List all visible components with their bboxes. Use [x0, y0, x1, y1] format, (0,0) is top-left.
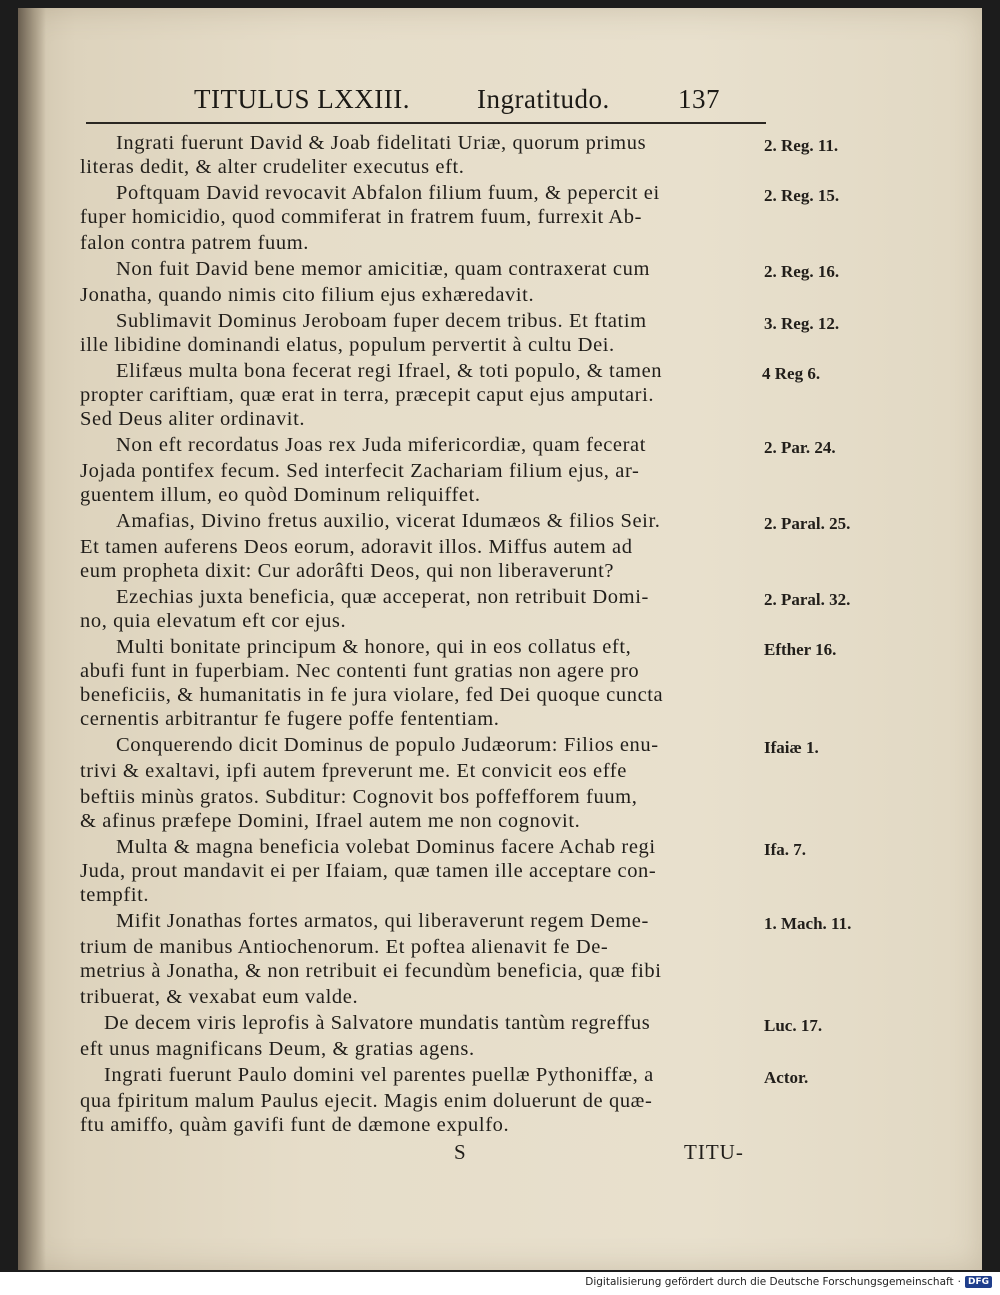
text-line: literas dedit, & alter crudeliter executus eft. — [80, 156, 465, 178]
text-line: beftiis minùs gratos. Subditur: Cognovit bos poffefforem fuum, — [80, 786, 638, 808]
text-line: Sublimavit Dominus Jeroboam fuper decem tribus. Et ftatim — [116, 310, 647, 332]
text-line: eum propheta dixit: Cur adorâfti Deos, qui non liberaverunt? — [80, 560, 615, 582]
text-line: & afinus præfepe Domini, Ifrael autem me non cognovit. — [80, 810, 581, 832]
digitization-footer — [585, 1276, 992, 1288]
margin-ref: Actor. — [764, 1068, 809, 1087]
text-line: propter cariftiam, quæ erat in terra, præcepit caput ejus amputari. — [80, 384, 655, 406]
footer-separator: · — [957, 1276, 961, 1288]
header-rule — [86, 122, 766, 124]
text-line: Elifæus multa bona fecerat regi Ifrael, & toti populo, & tamen — [116, 360, 663, 382]
text-line: De decem viris leprofis à Salvatore mundatis tantùm regreffus — [104, 1012, 651, 1034]
text-line: abufi funt in fuperbiam. Nec contenti funt gratias non agere pro — [80, 660, 640, 682]
text-line: Conquerendo dicit Dominus de populo Judæorum: Filios enu- — [116, 734, 659, 756]
text-line: Multa & magna beneficia volebat Dominus facere Achab regi — [116, 836, 656, 858]
margin-ref: 2. Reg. 16. — [764, 262, 840, 281]
text-line: cernentis arbitrantur fe fugere poffe fententiam. — [80, 708, 500, 730]
text-line: tempfit. — [80, 884, 150, 906]
text-line: eft unus magnificans Deum, & gratias agens. — [80, 1038, 475, 1060]
text-line: qua fpiritum malum Paulus ejecit. Magis enim doluerunt de quæ- — [80, 1090, 653, 1112]
header-subtitle: Ingratitudo. — [477, 84, 610, 114]
text-line: Ezechias juxta beneficia, quæ acceperat, non retribuit Domi- — [116, 586, 649, 608]
text-line: Juda, prout mandavit ei per Ifaiam, quæ tamen ille acceptare con- — [80, 860, 657, 882]
text-line: Non eft recordatus Joas rex Juda mifericordiæ, quam fecerat — [116, 434, 647, 456]
margin-ref: 3. Reg. 12. — [764, 314, 840, 333]
text-line: Mifit Jonathas fortes armatos, qui liberaverunt regem Deme- — [116, 910, 649, 932]
header-title: TITULUS LXXIII. — [194, 84, 410, 114]
text-line: ille libidine dominandi elatus, populum pervertit à cultu Dei. — [80, 334, 615, 356]
margin-ref: Ifaiæ 1. — [764, 738, 819, 757]
signature-mark: S — [454, 1140, 466, 1164]
text-line: Sed Deus aliter ordinavit. — [80, 408, 306, 430]
page-number: 137 — [678, 84, 720, 114]
text-line: Multi bonitate principum & honore, qui in eos collatus eft, — [116, 636, 632, 658]
text-line: guentem illum, eo quòd Dominum reliquiffet. — [80, 484, 481, 506]
text-line: tribuerat, & vexabat eum valde. — [80, 986, 359, 1008]
page-spine-shadow — [18, 8, 46, 1270]
text-line: beneficiis, & humanitatis in fe jura violare, fed Dei quoque cuncta — [80, 684, 664, 706]
text-line: trivi & exaltavi, ipfi autem fpreverunt me. Et convicit eos effe — [80, 760, 627, 782]
margin-ref: 2. Reg. 11. — [764, 136, 839, 155]
margin-ref: 2. Par. 24. — [764, 438, 836, 457]
text-line: falon contra patrem fuum. — [80, 232, 310, 254]
text-line: Poftquam David revocavit Abfalon filium fuum, & pepercit ei — [116, 182, 660, 204]
text-line: metrius à Jonatha, & non retribuit ei fecundùm beneficia, quæ fibi — [80, 960, 662, 982]
text-line: Ingrati fuerunt David & Joab fidelitati Uriæ, quorum primus — [116, 132, 647, 154]
text-line: Ingrati fuerunt Paulo domini vel parentes puellæ Pythoniffæ, a — [104, 1064, 654, 1086]
text-line: no, quia elevatum eft cor ejus. — [80, 610, 347, 632]
catchword: TITU- — [684, 1140, 744, 1164]
text-line: Et tamen auferens Deos eorum, adoravit illos. Miffus autem ad — [80, 536, 633, 558]
dfg-logo-icon: DFG — [965, 1276, 992, 1288]
running-header — [194, 84, 754, 126]
margin-ref: Ifa. 7. — [764, 840, 807, 859]
text-line: Jonatha, quando nimis cito filium ejus exhæredavit. — [80, 284, 535, 306]
margin-ref: Efther 16. — [764, 640, 837, 659]
margin-ref: Luc. 17. — [764, 1016, 823, 1035]
margin-ref: 2. Paral. 32. — [764, 590, 851, 609]
text-line: trium de manibus Antiochenorum. Et poftea alienavit fe De- — [80, 936, 609, 958]
text-line: ftu amiffo, quàm gavifi funt de dæmone expulfo. — [80, 1114, 510, 1136]
text-line: Jojada pontifex fecum. Sed interfecit Zachariam filium ejus, ar- — [80, 460, 640, 482]
text-line: Amafias, Divino fretus auxilio, vicerat Idumæos & filios Seir. — [116, 510, 661, 532]
text-line: fuper homicidio, quod commiferat in fratrem fuum, furrexit Ab- — [80, 206, 643, 228]
text-line: Non fuit David bene memor amicitiæ, quam contraxerat cum — [116, 258, 650, 280]
margin-ref: 1. Mach. 11. — [764, 914, 852, 933]
footer-text: Digitalisierung gefördert durch die Deutsche Forschungsgemeinschaft — [585, 1276, 954, 1288]
margin-ref: 2. Paral. 25. — [764, 514, 851, 533]
margin-ref: 4 Reg 6. — [762, 364, 821, 383]
margin-ref: 2. Reg. 15. — [764, 186, 840, 205]
